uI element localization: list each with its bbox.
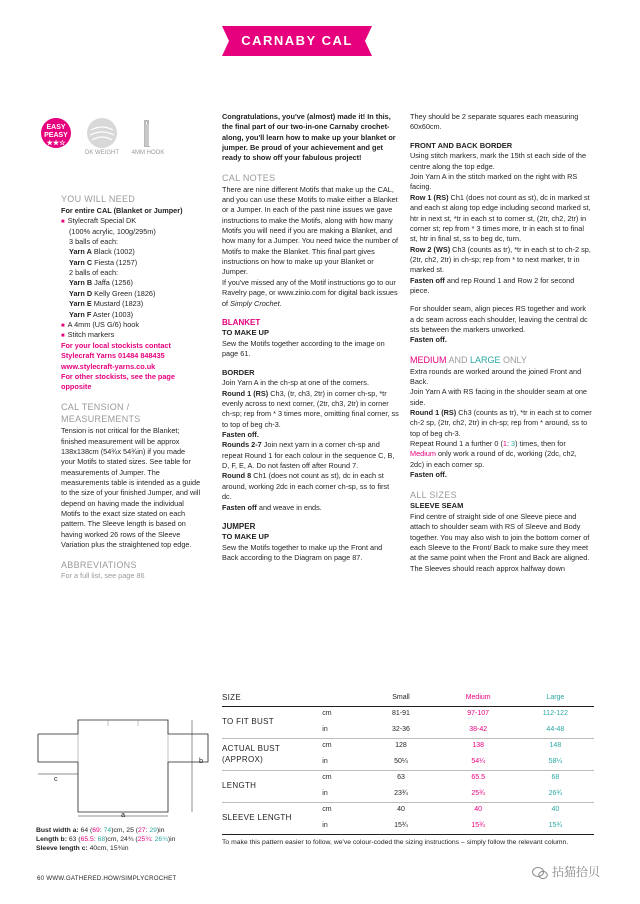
markers-text: Stitch markers (67, 330, 115, 340)
cal-notes-2b: Simply Crochet (230, 298, 280, 308)
len-v7: : (150, 836, 155, 843)
table-row (222, 706, 594, 722)
cell-medium: 97-107 (440, 706, 517, 722)
and-word: AND (446, 354, 471, 365)
cell-small: 32-36 (392, 725, 410, 733)
only-word: ONLY (500, 354, 527, 365)
stylecraft-url[interactable]: www.stylecraft-yarns.co.uk (61, 361, 156, 371)
sleeve-length-line (36, 844, 221, 853)
cell-large: 112-122 (517, 706, 594, 722)
bust-v8: 29 (149, 827, 157, 834)
yarn-c-label: Yarn C (69, 257, 93, 267)
yarn-desc: (100% acrylic, 100g/295m) (69, 226, 156, 236)
ml-round-1-label: Round 1 (RS) (410, 408, 457, 418)
repeat-a: Repeat Round 1 a further 0 ( (410, 439, 503, 449)
cell-medium: 65.5 (440, 770, 517, 786)
unit-in: in (322, 757, 328, 765)
repeat-e: ) times, then for (515, 439, 566, 449)
right-column (410, 112, 592, 574)
yarn-ball-icon (87, 118, 117, 148)
for-entire-cal: For entire CAL (Blanket or Jumper) (61, 205, 183, 215)
sleeve-seam-heading: SLEEVE SEAM (410, 501, 464, 511)
unit-cm: cm (322, 706, 362, 722)
unit-cm: cm (322, 738, 362, 754)
row-2-label: Row 2 (WS) (410, 244, 451, 254)
border-intro: Join Yarn A in the ch-sp at one of the corners. (222, 378, 369, 388)
header-small: Small (362, 690, 439, 706)
yarn-b-label: Yarn B (69, 278, 93, 288)
difficulty-stars: ★★☆ (46, 140, 66, 147)
header-size: SIZE (222, 690, 322, 706)
len-v2: 65.5 (80, 836, 94, 843)
middle-column (222, 112, 400, 564)
row-label-actual-bust: ACTUAL BUST (APPROX) (222, 738, 322, 770)
cell-large: 44-48 (546, 725, 565, 733)
length-label: Length b: (36, 836, 67, 843)
yarn-a-value: Black (1002) (91, 247, 135, 257)
yarn-f-value: Aster (1003) (91, 309, 134, 319)
hook-text: A 4mm (US G/6) hook (67, 319, 139, 329)
yarn-weight-label: DK WEIGHT (85, 150, 119, 156)
repeat-round (410, 439, 592, 470)
table-row (222, 770, 594, 786)
table-row (222, 738, 594, 754)
sleeve-value: 40cm, 15¾in (87, 845, 129, 852)
table-header-row (222, 690, 594, 706)
medium-large-1: Extra rounds are worked around the joined Front and Back. (410, 366, 582, 386)
yarn-e-label: Yarn E (69, 299, 92, 309)
yarn-e-item (61, 299, 201, 309)
yarn-d-item (61, 289, 201, 299)
hook-size-badge (129, 118, 167, 166)
front-back-1: Using stitch markers, mark the 15th st each side of the centre along the top edge. (410, 151, 587, 171)
round-8 (222, 471, 400, 502)
fasten-off-2-label: Fasten off (222, 502, 257, 512)
page-banner (222, 26, 372, 56)
ml-round-1 (410, 408, 592, 439)
stockists-contact: For your local stockists contact Stylecraft Yarns 01484 848435 (61, 340, 171, 361)
len-v5: )cm, 24¾ ( (105, 836, 138, 843)
cell-small: 23¾ (394, 789, 408, 797)
yarn-d-label: Yarn D (69, 288, 93, 298)
jumper-heading: JUMPER (222, 521, 256, 531)
other-stockists: For other stockists, see the page opposite (61, 371, 175, 392)
bust-width-line (36, 826, 221, 835)
round-1 (222, 389, 400, 430)
cell-small: 15¾ (394, 821, 408, 829)
fasten-off-5: Fasten off. (410, 470, 447, 480)
row-2 (410, 245, 592, 276)
blanket-heading: BLANKET (222, 317, 261, 327)
bust-v2: 69 (92, 827, 100, 834)
cell-medium: 25¾ (471, 789, 485, 797)
wechat-icon (532, 866, 548, 880)
yarn-brand: Stylecraft Special DK (67, 216, 137, 226)
hook-size-label: 4MM HOOK (131, 150, 165, 156)
hook-item (61, 320, 201, 331)
easy-peasy-badge (37, 118, 75, 166)
yarn-e-value: Mustard (1823) (91, 299, 144, 309)
yarn-a-item (61, 247, 201, 257)
tension-heading: CAL TENSION / MEASUREMENTS (61, 401, 141, 425)
length-line (36, 835, 221, 844)
border-heading: BORDER (222, 367, 255, 377)
repeat-colon: : (506, 439, 512, 449)
blanket-body: Sew the Motifs together according to the image on page 61. (222, 338, 385, 359)
cal-notes-2c: . (279, 298, 282, 308)
cell-large: 40 (517, 802, 594, 818)
header-medium: Medium (440, 690, 517, 706)
bust-v7: : (145, 827, 150, 834)
jumper-makeup-heading: TO MAKE UP (222, 532, 269, 542)
round-8-label: Round 8 (222, 471, 252, 481)
cell-small: 63 (362, 770, 439, 786)
squares-note: They should be 2 separate squares each measuring 60x60cm. (410, 112, 579, 132)
watermark-text: 拈猫拾贝 (552, 865, 601, 879)
jumper-diagram (36, 712, 216, 822)
fasten-off-2 (222, 503, 400, 513)
len-v4: 68 (97, 836, 106, 843)
fasten-off-3 (410, 276, 592, 297)
front-back-2: Join Yarn A in the stitch marked on the right with RS facing. (410, 172, 578, 192)
bust-v6: 27 (138, 827, 146, 834)
diagram-label-b: b (199, 756, 204, 765)
cell-small: 128 (362, 738, 439, 754)
row-label-fit-bust: TO FIT BUST (222, 706, 322, 738)
round-1-label: Round 1 (RS) (222, 388, 269, 398)
yarn-f-item (61, 310, 201, 320)
row-1 (410, 193, 592, 245)
banner-title: CARNABY CAL (241, 33, 353, 48)
sleeve-label: Sleeve length c: (36, 845, 88, 852)
unit-in: in (322, 725, 328, 733)
len-v9: )in (167, 836, 176, 843)
diagram-measurements (36, 826, 221, 853)
easy-peasy-label: EASY PEASY (44, 124, 68, 139)
medium-word: MEDIUM (410, 354, 447, 365)
colour-code-footnote: To make this pattern easier to follow, we've colour-coded the sizing instructions – simply follow the relevant column. (222, 839, 569, 846)
intro-paragraph: Congratulations, you've (almost) made it! In this, the final part of our two-in-one Carnaby crochet-along, you'll learn how to make up your blanket or jumper. Be proud of your achievement and get ready to show off your fabulous project! (222, 112, 396, 163)
len-v6: 25¾ (137, 836, 151, 843)
balls-3-each: 3 balls of each: (69, 237, 119, 246)
rounds-2-7-body: Join next yarn in a corner ch-sp and repeat Round 1 for each colour in the sequence C, B, D, F, E, A. Do not fasten off after Round 7. (222, 440, 395, 471)
cell-large: 148 (517, 738, 594, 754)
page-folio: 60 WWW.GATHERED.HOW/SIMPLYCROCHET (37, 875, 177, 882)
len-v8: 26¾ (154, 836, 168, 843)
watermark (532, 864, 600, 881)
diagram-label-c: c (54, 774, 58, 783)
cell-large: 68 (517, 770, 594, 786)
table-row (222, 802, 594, 818)
diagram-label-a: a (121, 810, 126, 819)
balls-2-each: 2 balls of each: (69, 268, 119, 278)
yarn-a-label: Yarn A (69, 247, 92, 257)
cal-notes-body-1: There are nine different Motifs that make up the CAL, and you can use these Motifs to make either a Blanket or a Jumper. In each of the past nine issues we gave instructions to make the Motifs, along with how many Motifs you will need if you are making a Blanket, and how many for a Jumper. You need twice the number of Motifs to make the Blanket. This final part gives instructions on how to make up your Blanket or Jumper. (222, 184, 399, 277)
fasten-off-1: Fasten off. (222, 430, 259, 440)
header-unit (322, 690, 362, 706)
row-1-label: Row 1 (RS) (410, 192, 449, 202)
unit-in: in (322, 821, 328, 829)
fasten-off-3-tail: and rep Round 1 and Row 2 for second piece. (410, 275, 575, 296)
bust-v3: : (99, 827, 104, 834)
large-word: LARGE (470, 354, 501, 365)
cal-notes-2a: If you've missed any of the Motif instructions go to our Ravelry page, or www.zinio.com for digital back issues of (222, 277, 398, 308)
bust-v4: 74 (103, 827, 112, 834)
row-label-sleeve-length: SLEEVE LENGTH (222, 802, 322, 834)
cell-small: 40 (362, 802, 439, 818)
rounds-2-7-label: Rounds 2-7 (222, 440, 262, 450)
cell-medium: 15¾ (471, 821, 485, 829)
header-large: Large (517, 690, 594, 706)
bust-v1: 64 ( (78, 827, 93, 834)
cal-notes-body-2 (222, 278, 400, 309)
markers-item (61, 330, 201, 341)
abbreviations-body: For a full list, see page 86 (61, 571, 145, 581)
abbreviations-heading: ABBREVIATIONS (61, 559, 137, 570)
unit-cm: cm (322, 770, 362, 786)
yarn-brand-item (61, 216, 201, 227)
left-column (61, 193, 201, 582)
repeat-large-count: 3 (511, 439, 516, 449)
jumper-outline (36, 712, 216, 822)
bust-label: Bust width a: (36, 827, 79, 834)
row-1-body: Ch1 (does not count as st), dc in marked st and each st along top edge including second marked st, htr in next st, *tr in each st to corner st, (2tr, ch2, 2tr) in corner st; rep from * 3 times more, tr in each st to final st, htr in final st, ss to beg dc, turn. (410, 192, 591, 244)
jumper-body: Sew the Motifs together to make up the Front and Back according to the Diagram on page 87. (222, 542, 383, 563)
cell-medium: 40 (440, 802, 517, 818)
rounds-2-7 (222, 440, 400, 471)
blanket-makeup-heading: TO MAKE UP (222, 328, 269, 338)
cell-large: 15¾ (548, 821, 563, 829)
yarn-c-item (61, 258, 201, 268)
yarn-f-label: Yarn F (69, 309, 92, 319)
sizes-table (222, 690, 594, 835)
you-will-need-heading: YOU WILL NEED (61, 194, 136, 204)
round-8-body: Ch1 (does not count as st), dc in each st around, working 2dc in each corner ch-sp, ss to first dc. (222, 471, 390, 502)
fasten-off-3-label: Fasten off (410, 275, 445, 285)
cell-medium: 138 (440, 738, 517, 754)
cell-small: 50¼ (394, 757, 408, 765)
cell-medium: 54¼ (471, 757, 485, 765)
repeat-medium-word: Medium (410, 449, 436, 459)
sleeve-seam-body: Find centre of straight side of one Sleeve piece and attach to shoulder seam with RS of Sleeve and Body together. You may also wish to join the bottom corner of each Sleeve to the Front/ Back to make sure they meet at the same point when the Front and Back are aligned. The Sleeves should reach approx halfway down (410, 511, 590, 573)
cell-large: 26¾ (548, 789, 563, 797)
unit-cm: cm (322, 802, 362, 818)
easy-peasy-circle (41, 118, 71, 148)
fasten-off-4: Fasten off. (410, 335, 447, 345)
round-1-body: Ch3, (tr, ch3, 2tr) in corner ch-sp, *tr evenly across to next corner, (2tr, ch3, 2tr) in corner ch-sp; rep from * 3 times more, omitting final corner, ss to top of beg ch-3. (222, 388, 399, 429)
all-sizes-heading: ALL SIZES (410, 489, 457, 500)
yarn-weight-badge (83, 118, 121, 166)
yarn-d-value: Kelly Green (1826) (92, 288, 156, 298)
front-back-border-heading: FRONT AND BACK BORDER (410, 140, 513, 150)
ml-round-1-body: Ch3 (counts as tr), *tr in each st to corner ch-2 sp, (2tr, ch2, 2tr) in ch-sp; rep from * around, ss to top of beg ch-3. (410, 408, 592, 438)
repeat-g: only work a round of dc, working (2dc, ch2, 2dc) in each corner sp. (410, 449, 577, 469)
row-label-length: LENGTH (222, 770, 322, 802)
bust-v5: )cm, 25 ( (111, 827, 139, 834)
len-v1: 63 ( (66, 836, 81, 843)
unit-in: in (322, 789, 328, 797)
shoulder-seam: For shoulder seam, align pieces RS together and work a dc seam across each shoulder, leaving the central dc sts between the markers unworked. (410, 304, 588, 335)
medium-large-heading (410, 354, 592, 367)
crochet-hook-icon (133, 118, 163, 148)
tension-body: Tension is not critical for the Blanket; finished measurement will be approx 138x138cm (54¾x 54¾in) if you made your Motifs to stated sizes. See table for measurements of Jumper. The measurements table is intended as a guide to the size of your finished Jumper, and will depend on having made the individual Motifs to the exact size stated on each pattern. The Sleeve length is based on having worked 26 rows of the Sleeve Variation plus the straightened top edge. (61, 426, 201, 550)
bust-v9: )in (156, 827, 165, 834)
yarn-b-value: Jaffa (1256) (92, 278, 133, 288)
difficulty-badges (37, 118, 177, 166)
yarn-b-item (61, 278, 201, 288)
yarn-c-value: Fiesta (1257) (92, 257, 138, 267)
cell-medium: 38-42 (469, 725, 488, 733)
len-v3: : (93, 836, 98, 843)
repeat-medium-count: 1 (502, 439, 507, 449)
cal-notes-heading: CAL NOTES (222, 172, 276, 183)
medium-large-2: Join Yarn A with RS facing in the shoulder seam at one side. (410, 387, 587, 407)
cell-small: 81-91 (362, 706, 439, 722)
row-2-body: Ch3 (counts as tr), *tr in each st to ch-2 sp, (2tr, ch2, 2tr) in ch-sp; rep from * to next marker, tr in marked st. (410, 244, 591, 275)
fasten-off-2-tail: and weave in ends. (256, 502, 322, 512)
cell-large: 58¼ (548, 757, 563, 765)
